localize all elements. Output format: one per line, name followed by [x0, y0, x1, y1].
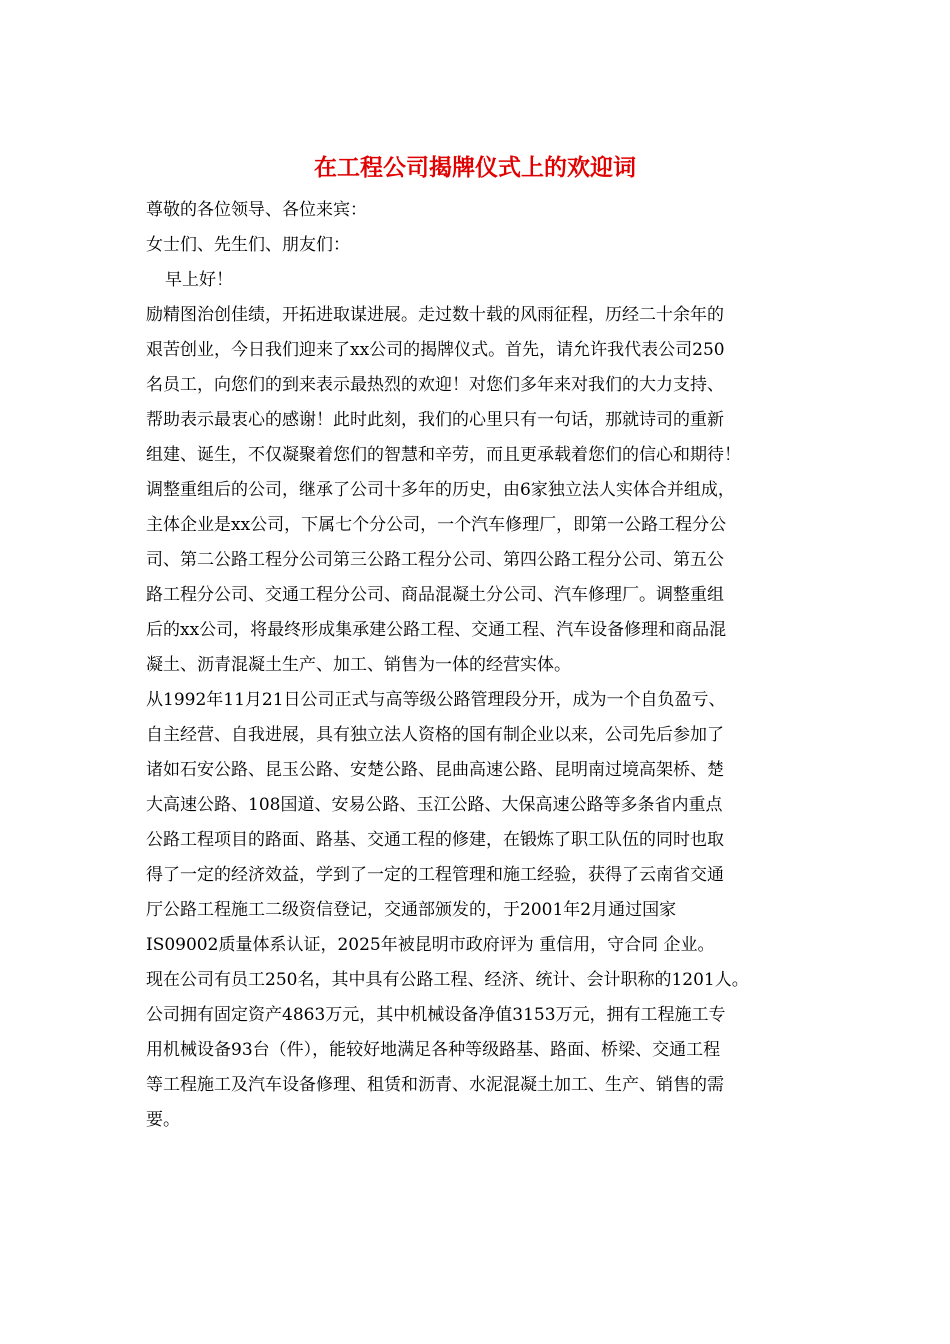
text-line: 诸如石安公路、昆玉公路、安楚公路、昆曲高速公路、昆明南过境高架桥、楚: [146, 760, 724, 780]
text-line: 厅公路工程施工二级资信登记，交通部颁发的，于2001年2月通过国家: [146, 900, 677, 920]
text-line: 大高速公路、108国道、安易公路、玉江公路、大保高速公路等多条省内重点: [146, 795, 723, 815]
text-line: 名员工，向您们的到来表示最热烈的欢迎！对您们多年来对我们的大力支持、: [146, 375, 724, 395]
text-line: 调整重组后的公司，继承了公司十多年的历史，由6家独立法人实体合并组成，: [146, 480, 735, 500]
document-body: [146, 193, 836, 1138]
text-line: 现在公司有员工250名，其中具有公路工程、经济、统计、会计职称的1201人。: [146, 970, 749, 990]
text-line: 主体企业是xx公司，下属七个分公司，一个汽车修理厂，即第一公路工程分公: [146, 515, 727, 535]
text-line: 凝土、沥青混凝土生产、加工、销售为一体的经营实体。: [146, 655, 571, 675]
text-line: 艰苦创业，今日我们迎来了xx公司的揭牌仪式。首先，请允许我代表公司250: [146, 340, 725, 360]
text-line: 组建、诞生，不仅凝聚着您们的智慧和辛劳，而且更承载着您们的信心和期待！: [146, 445, 741, 465]
salutation-line: 尊敬的各位领导、各位来宾：: [146, 200, 367, 220]
text-line: 公司拥有固定资产4863万元，其中机械设备净值3153万元，拥有工程施工专: [146, 1005, 726, 1025]
text-line: 自主经营、自我进展，具有独立法人资格的国有制企业以来，公司先后参加了: [146, 725, 724, 745]
text-line: 励精图治创佳绩，开拓进取谋进展。走过数十载的风雨征程，历经二十余年的: [146, 305, 724, 325]
text-line: 要。: [146, 1110, 180, 1130]
text-line: IS09002质量体系认证，2025年被昆明市政府评为 重信用，守合同 企业。: [146, 935, 715, 955]
text-line: 得了一定的经济效益，学到了一定的工程管理和施工经验，获得了云南省交通: [146, 865, 724, 885]
text-line: 等工程施工及汽车设备修理、租赁和沥青、水泥混凝土加工、生产、销售的需: [146, 1075, 724, 1095]
text-line: 从1992年11月21日公司正式与高等级公路管理段分开，成为一个自负盈亏、: [146, 690, 726, 710]
text-line: 司、第二公路工程分公司第三公路工程分公司、第四公路工程分公司、第五公: [146, 550, 724, 570]
text-line: 路工程分公司、交通工程分公司、商品混凝土分公司、汽车修理厂。调整重组: [146, 585, 724, 605]
text-line: 公路工程项目的路面、路基、交通工程的修建，在锻炼了职工队伍的同时也取: [146, 830, 724, 850]
text-line: 后的xx公司，将最终形成集承建公路工程、交通工程、汽车设备修理和商品混: [146, 620, 727, 640]
greeting-line: 早上好！: [165, 270, 233, 290]
text-line: 用机械设备93台（件），能较好地满足各种等级路基、路面、桥梁、交通工程: [146, 1040, 721, 1060]
text-line: 帮助表示最衷心的感谢！此时此刻，我们的心里只有一句话，那就诗司的重新: [146, 410, 724, 430]
document-title: 在工程公司揭牌仪式上的欢迎词: [314, 154, 636, 181]
salutation-line: 女士们、先生们、朋友们：: [146, 235, 350, 255]
